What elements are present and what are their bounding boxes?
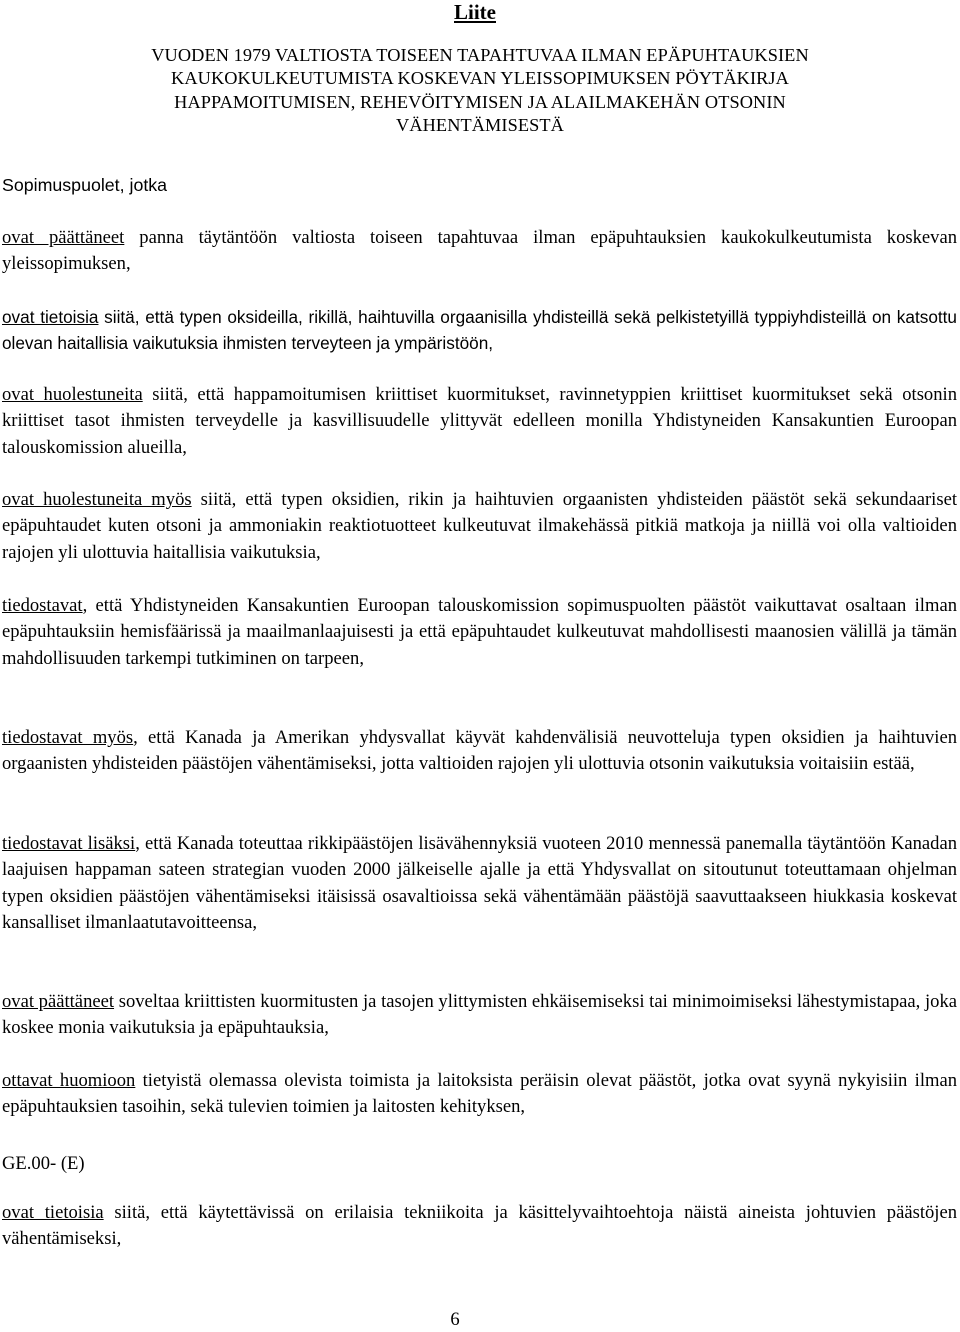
clause-paragraph <box>2 989 957 1042</box>
clause-paragraph <box>2 225 957 278</box>
appendix-label-text: Liite <box>454 0 496 24</box>
document-code: GE.00- (E) <box>2 1153 85 1174</box>
clause-text: siitä, että typen oksideilla, rikillä, haihtuvilla orgaanisilla yhdisteillä sekä pelkistetyillä typpiyhdisteillä on katsottu olevan haitallisia vaikutuksia ihmisten terveyteen ja ympäristöön, <box>2 307 957 354</box>
clause-paragraph <box>2 487 957 566</box>
clause-keyword: tiedostavat <box>2 595 83 616</box>
clause-keyword: tiedostavat lisäksi <box>2 833 136 854</box>
clause-text: siitä, että happamoitumisen kriittiset kuormitukset, ravinnetyppien kriittiset kuormitukset sekä otsonin kriittiset tasot ihmisten terveydelle ja kasvillisuudelle ylittyvät edelleen monilla Yhdistyneiden Kansakuntien Euroopan talouskomission alueilla, <box>2 384 957 458</box>
title-line: HAPPAMOITUMISEN, REHEVÖITYMISEN JA ALAILMAKEHÄN OTSONIN <box>174 91 786 112</box>
clause-text: soveltaa kriittisten kuormitusten ja tasojen ylittymisten ehkäisemiseksi tai minimoimiseksi lähestymistapaa, joka koskee monia vaikutuksia ja epäpuhtauksia, <box>2 991 957 1039</box>
clause-keyword: ovat päättäneet <box>2 227 125 248</box>
clause-keyword: tiedostavat myös <box>2 727 134 748</box>
title-line: KAUKOKULKEUTUMISTA KOSKEVAN YLEISSOPIMUKSEN PÖYTÄKIRJA <box>171 68 789 89</box>
clause-text: tietyistä olemassa olevista toimista ja laitoksista peräisin olevat päästöt, jotka ovat syynä nykyisiin ilman epäpuhtauksien tasoihin, sekä tulevien toimien ja laitosten kehityksen, <box>2 1070 958 1118</box>
clause-keyword: ovat päättäneet <box>2 991 115 1012</box>
title-line: VUODEN 1979 VALTIOSTA TOISEEN TAPAHTUVAA ILMAN EPÄPUHTAUKSIEN <box>151 45 809 65</box>
appendix-label <box>0 0 960 24</box>
clause-paragraph <box>2 593 957 672</box>
clause-text: siitä, että typen oksidien, rikin ja haihtuvien orgaanisten yhdisteiden päästöt sekä sekundaariset epäpuhtaudet kuten otsoni ja ammoniakin reaktiotuotteet kulkeutuvat ilmakehässä pitkiä matkoja ja niillä voi olla valtioiden rajojen yli ulottuvia haitallisia vaikutuksia, <box>2 489 957 563</box>
clause-keyword: ovat tietoisia <box>2 1202 104 1223</box>
clause-keyword: ottavat huomioon <box>2 1070 136 1091</box>
clause-text: siitä, että käytettävissä on erilaisia tekniikoita ja käsittelyvaihtoehtoja näistä aineista johtuvien päästöjen vähentämiseksi, <box>2 1202 958 1250</box>
clause-text: , että Yhdistyneiden Kansakuntien Euroopan talouskomission sopimuspuolten päästöt vaikuttavat osaltaan ilman epäpuhtauksiin hemisfäärissä ja maailmanlaajuisesti ja että epäpuhtaudet kulkeutuvat mahdollisesti maanosien välillä ja tämän mahdollisuuden tarkempi tutkiminen on tarpeen, <box>2 595 957 669</box>
page-number: 6 <box>450 1309 460 1330</box>
clause-paragraph <box>2 304 957 357</box>
document-title <box>0 44 960 137</box>
clause-keyword: ovat huolestuneita myös <box>2 489 192 510</box>
clause-paragraph <box>2 1200 957 1253</box>
clause-paragraph <box>2 831 957 936</box>
preamble-text: Sopimuspuolet, jotka <box>2 175 168 195</box>
clause-text: panna täytäntöön valtiosta toiseen tapahtuvaa ilman epäpuhtauksien kaukokulkeutumista koskevan yleissopimuksen, <box>2 227 957 275</box>
title-line: VÄHENTÄMISESTÄ <box>396 114 564 135</box>
clause-text: , että Kanada toteuttaa rikkipäästöjen lisävähennyksiä vuoteen 2010 mennessä panemalla täytäntöön Kanadan laajuisen happaman sateen strategian vuoden 2000 jälkeiselle ajalle ja että Yhdysvallat on sitoutunut toteuttamaan ohjelman typen oksidien päästöjen vähentämiseksi itäisissä osavaltioissa sekä vähentämään päästöjä saavuttaakseen hiukkasia koskevat kansalliset ilmanlaatutavoitteensa, <box>2 833 958 933</box>
clause-paragraph <box>2 382 957 461</box>
clause-keyword: ovat huolestuneita <box>2 384 143 405</box>
clause-keyword: ovat tietoisia <box>2 307 99 327</box>
clause-paragraph <box>2 725 957 778</box>
clause-paragraph <box>2 1068 957 1121</box>
clause-text: , että Kanada ja Amerikan yhdysvallat käyvät kahdenvälisiä neuvotteluja typen oksidien ja haihtuvien orgaanisten yhdisteiden päästöjen vähentämiseksi, jotta valtioiden rajojen yli ulottuvia otsonin vaikutuksia voitaisiin estää, <box>2 727 958 775</box>
